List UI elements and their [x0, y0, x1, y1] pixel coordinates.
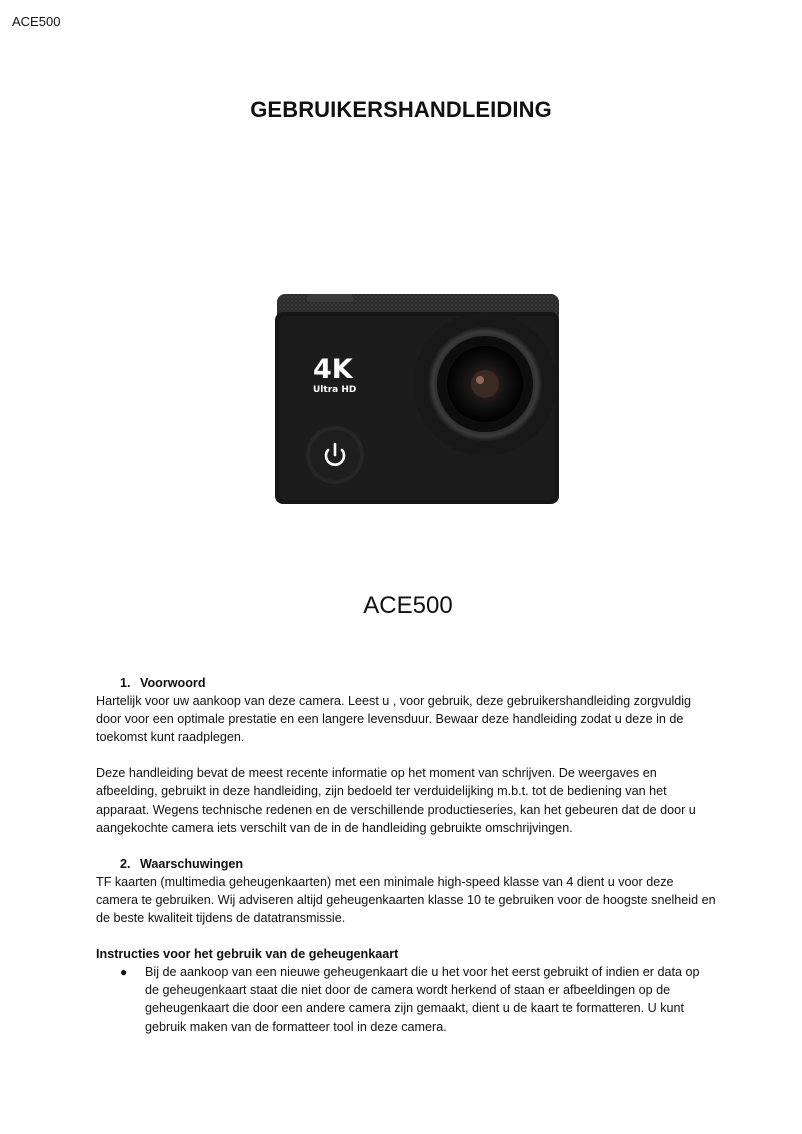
list-item-text: Bij de aankoop van een nieuwe geheugenkaart die u het voor het eerst gebruikt of indien er data op de geheugenkaart staat die niet door de camera wordt herkend of staan er afbeeldingen op de geheugenkaart die door een andere camera zijn gemaakt, dient u de kaart te formatteren. U kunt gebruik maken van de formatteer tool in deze camera. — [145, 965, 700, 1034]
header-code: ACE500 — [12, 14, 61, 29]
camera-4k-text: 4K — [313, 354, 353, 385]
section-title: Voorwoord — [140, 676, 206, 690]
model-name: ACE500 — [363, 592, 453, 619]
instructions-list — [96, 963, 716, 1035]
section-heading-2 — [96, 855, 716, 873]
manual-body — [96, 674, 716, 1036]
paragraph: Deze handleiding bevat de meest recente informatie op het moment van schrijven. De weergaves en afbeelding, gebruikt in deze handleiding, zijn bedoeld ter verduidelijking m.b.t. tot de bediening van het apparaat. Wegens technische redenen en de verschillende productieseries, kan het gebeuren dat de door u aangekochte camera iets verschilt van de in de handleiding gebruikte omschrijvingen. — [96, 766, 696, 835]
list-item — [96, 963, 716, 1035]
paragraph: Hartelijk voor uw aankoop van deze camera. Leest u , voor gebruik, deze gebruikershandleiding zorgvuldig door voor een optimale prestatie en een langere levensduur. Bewaar deze handleiding zodat u deze in de toekomst kunt raadplegen. — [96, 694, 692, 745]
instructions-heading: Instructies voor het gebruik van de geheugenkaart — [96, 947, 399, 962]
section-title: Waarschuwingen — [140, 856, 244, 871]
camera-image — [275, 292, 561, 506]
bullet-icon: ● — [120, 965, 128, 980]
paragraph: TF kaarten (multimedia geheugenkaarten) met een minimale high-speed klasse van 4 dient u voor deze camera te gebruiken. Wij adviseren altijd geheugenkaarten klasse 10 te gebruiken voor de hoogste snelheid en de beste kwaliteit tijdens de datatransmissie. — [96, 874, 716, 926]
camera-ultra-hd-text: Ultra HD — [313, 385, 357, 395]
section-number: 1. — [120, 676, 131, 690]
section-number: 2. — [120, 856, 131, 871]
section-heading-1 — [96, 674, 716, 692]
document-title: GEBRUIKERSHANDLEIDING — [250, 97, 552, 122]
